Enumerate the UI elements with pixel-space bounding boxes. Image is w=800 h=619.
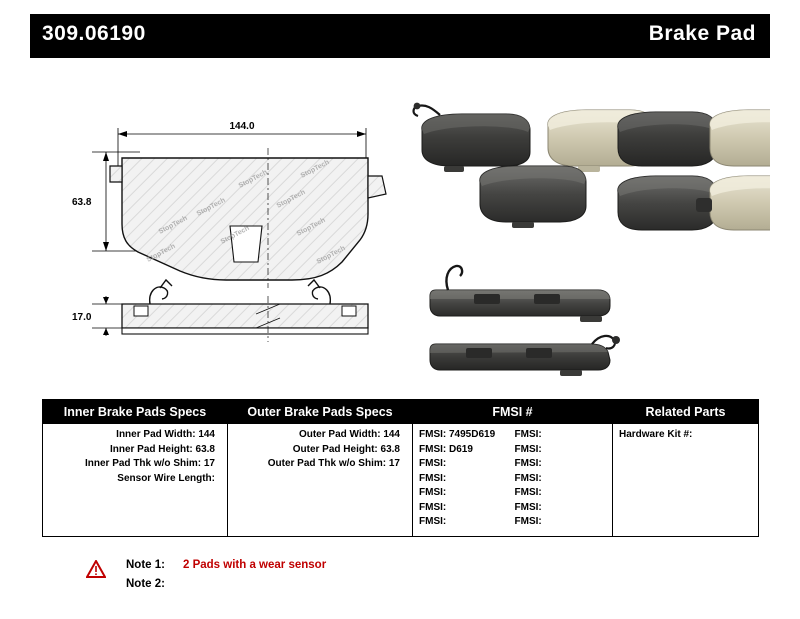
technical-drawing: [30, 66, 770, 396]
spec-inner-pad-height: Inner Pad Height: 63.8: [109, 443, 215, 455]
spec-outer-pad-height: Outer Pad Height: 63.8: [292, 443, 400, 455]
svg-text:StopTech: StopTech: [157, 214, 189, 236]
thickness-dimension-label: 17.0: [72, 312, 92, 323]
page-header: [30, 14, 770, 58]
fmsi-left-7: FMSI:: [419, 516, 447, 527]
cell-fmsi: [413, 424, 613, 537]
cell-inner-specs: [43, 424, 228, 537]
part-number: 309.06190: [42, 22, 146, 45]
svg-text:StopTech: StopTech: [295, 216, 327, 238]
spec-outer-pad-width: Outer Pad Width: 144: [298, 429, 400, 440]
datasheet-page: [30, 14, 770, 604]
width-dimension-label: 144.0: [229, 121, 255, 132]
cell-related-parts: [613, 424, 759, 537]
svg-text:StopTech: StopTech: [299, 158, 331, 180]
header-inner-specs: Inner Brake Pads Specs: [43, 400, 228, 424]
fmsi-left-6: FMSI:: [419, 501, 447, 513]
warning-icon: [86, 560, 106, 578]
svg-text:StopTech: StopTech: [195, 196, 227, 218]
spec-inner-pad-width: Inner Pad Width: 144: [116, 429, 215, 440]
fmsi-right-3: FMSI:: [514, 458, 542, 469]
note-1-label: Note 1:: [126, 559, 165, 571]
fmsi-right-1: FMSI:: [514, 429, 542, 440]
header-related-parts: Related Parts: [613, 400, 759, 424]
fmsi-left-3: FMSI:: [419, 458, 447, 469]
front-view-group: [72, 121, 386, 342]
specs-table: [42, 399, 758, 537]
fmsi-left-5: FMSI:: [419, 487, 447, 498]
fmsi-right-4: FMSI:: [514, 472, 542, 484]
note-2-label: Note 2:: [126, 578, 165, 590]
product-photo-group-right: [618, 110, 770, 230]
cell-outer-specs: [228, 424, 413, 537]
document-type: Brake Pad: [648, 22, 756, 45]
spec-sensor-wire-length: Sensor Wire Length:: [117, 472, 215, 484]
spec-outer-pad-thickness: Outer Pad Thk w/o Shim: 17: [267, 458, 400, 469]
fmsi-left-4: FMSI:: [419, 472, 447, 484]
fmsi-left-2: FMSI: D619: [419, 443, 473, 455]
svg-text:StopTech: StopTech: [275, 188, 307, 210]
fmsi-right-6: FMSI:: [514, 501, 542, 513]
notes-section: [78, 559, 578, 597]
svg-text:StopTech: StopTech: [237, 168, 269, 190]
side-view-group: [72, 280, 368, 342]
svg-text:StopTech: StopTech: [315, 244, 347, 266]
svg-text:StopTech: StopTech: [145, 242, 177, 264]
fmsi-left-1: FMSI: 7495D619: [419, 429, 496, 440]
fmsi-right-2: FMSI:: [514, 443, 542, 455]
header-fmsi: FMSI #: [413, 400, 613, 424]
fmsi-right-5: FMSI:: [514, 487, 542, 498]
header-outer-specs: Outer Brake Pads Specs: [228, 400, 413, 424]
height-dimension-label: 63.8: [72, 197, 92, 208]
note-row-2: [78, 578, 578, 597]
pad-front-outline: [110, 148, 386, 288]
note-1-value: 2 Pads with a wear sensor: [183, 559, 327, 571]
svg-text:StopTech: StopTech: [219, 224, 251, 246]
table-header-row: [43, 400, 759, 424]
related-hardware-kit: Hardware Kit #:: [619, 429, 693, 440]
product-photo-edge-views: [430, 266, 620, 376]
note-row-1: [78, 559, 578, 578]
spec-inner-pad-thickness: Inner Pad Thk w/o Shim: 17: [84, 458, 215, 469]
table-body-row: [43, 424, 759, 537]
fmsi-right-7: FMSI:: [514, 516, 542, 527]
